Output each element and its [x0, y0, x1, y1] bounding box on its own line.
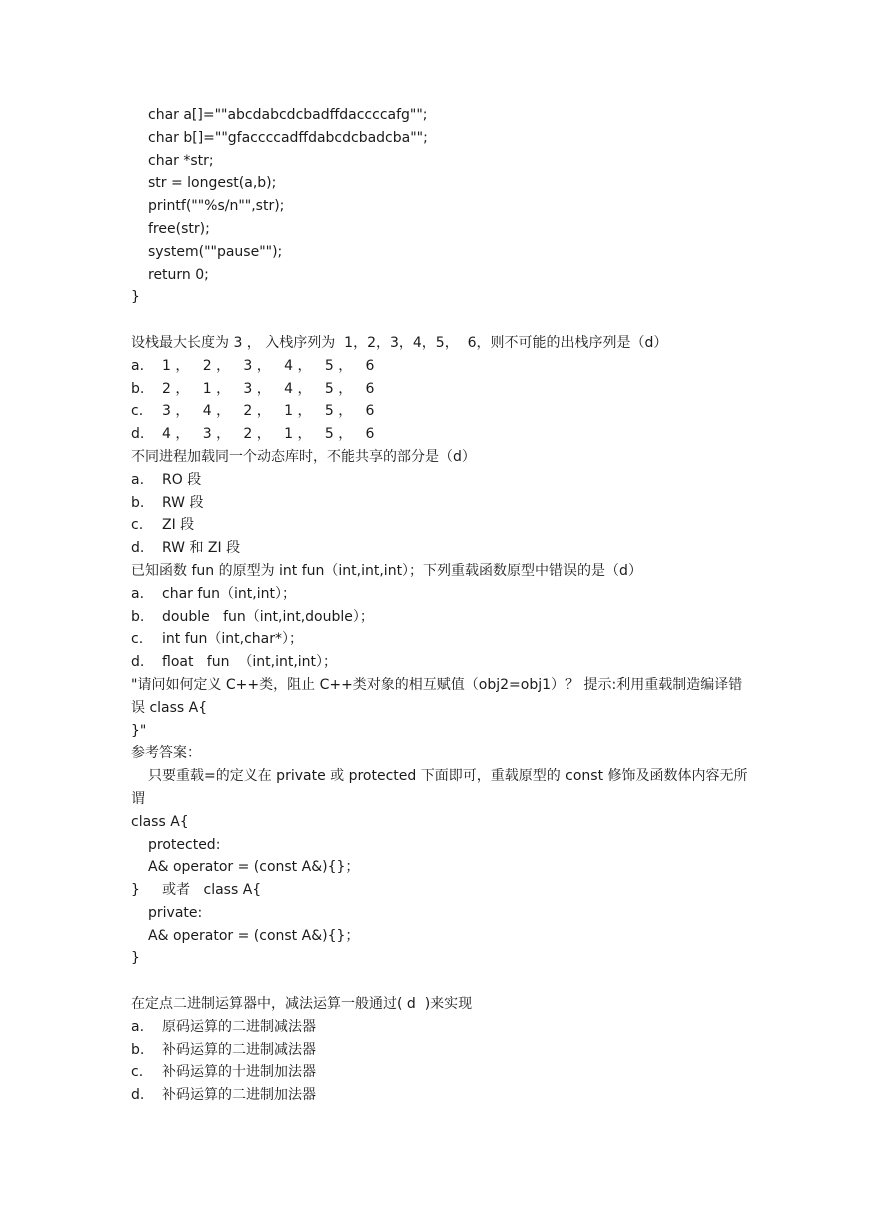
code-line: } 或者 class A{: [131, 882, 262, 899]
option-item: [131, 537, 751, 560]
option-item: [131, 606, 751, 629]
code-line: system(""pause"");: [148, 243, 283, 260]
code-line: char a[]=""abcdabcdcbadffdaccccafg"";: [148, 107, 428, 123]
code-line: class A{: [131, 813, 189, 830]
option-text: int fun（int,char*）；: [162, 631, 303, 648]
code-line: private:: [148, 904, 203, 921]
option-letter: b.: [131, 494, 145, 511]
option-text: 补码运算的二进制减法器: [162, 1041, 316, 1058]
code-line: str = longest(a,b);: [148, 175, 277, 192]
option-letter: b.: [131, 608, 145, 625]
code-line: }: [131, 289, 140, 306]
document-page: [131, 104, 751, 1107]
question-text: 设栈最大长度为 3 ， 入栈序列为 1，2，3，4，5， 6，则不可能的出栈序列是（d）: [131, 334, 668, 351]
option-text: RW 段: [162, 494, 204, 511]
question-text: 在定点二进制运算器中，减法运算一般通过( d )来实现: [131, 996, 473, 1013]
question-4: [131, 674, 751, 970]
option-letter: a.: [131, 357, 145, 374]
option-text: 原码运算的二进制减法器: [162, 1018, 316, 1035]
option-item: [131, 355, 751, 378]
code-line: protected:: [148, 836, 221, 853]
code-line: char *str;: [148, 152, 214, 169]
option-item: [131, 1061, 751, 1084]
question-text: 已知函数 fun 的原型为 int fun（int,int,int）；下列重载函数原型中错误的是（d）: [131, 562, 642, 579]
question-text: 不同进程加载同一个动态库时，不能共享的部分是（d）: [131, 448, 476, 465]
question-2: [131, 446, 751, 560]
option-text: 2 ， 1 ， 3 ， 4 ， 5 ， 6: [162, 380, 375, 397]
option-text: 补码运算的二进制加法器: [162, 1087, 316, 1104]
code-line: return 0;: [148, 266, 209, 283]
code-line: A& operator = (const A&){}；: [148, 859, 360, 876]
option-text: ZI 段: [162, 517, 195, 534]
spacer: [131, 970, 751, 993]
option-item: [131, 628, 751, 651]
code-line: }: [131, 950, 140, 967]
option-text: char fun（int,int）；: [162, 585, 296, 602]
question-close: }": [131, 722, 147, 739]
code-line: printf(""%s/n"",str);: [148, 198, 285, 215]
option-letter: b.: [131, 1041, 145, 1058]
option-letter: c.: [131, 631, 144, 648]
option-letter: b.: [131, 380, 145, 397]
option-letter: c.: [131, 403, 144, 420]
option-letter: c.: [131, 517, 144, 534]
option-letter: d.: [131, 1087, 145, 1104]
option-item: [131, 583, 751, 606]
option-text: 1 ， 2 ， 3 ， 4 ， 5 ， 6: [162, 357, 375, 374]
option-item: [131, 469, 751, 492]
code-line: free(str);: [148, 220, 210, 237]
code-line: A& operator = (const A&){}；: [148, 927, 360, 944]
option-letter: d.: [131, 540, 145, 557]
option-text: 4 ， 3 ， 2 ， 1 ， 5 ， 6: [162, 426, 375, 443]
option-letter: a.: [131, 1018, 145, 1035]
question-text: "请问如何定义 C++类，阻止 C++类对象的相互赋值（obj2=obj1）？ 提示:利用重载制造编译错误 class A{: [131, 676, 743, 716]
answer-text: 只要重载=的定义在 private 或 protected 下面即可，重载原型的 const 修饰及函数体内容无所谓: [131, 768, 748, 807]
option-text: double fun（int,int,double）；: [162, 608, 374, 625]
option-letter: d.: [131, 654, 145, 671]
option-item: [131, 400, 751, 423]
option-letter: a.: [131, 471, 145, 488]
option-text: float fun （int,int,int）；: [162, 654, 338, 671]
option-item: [131, 651, 751, 674]
option-item: [131, 514, 751, 537]
answer-title: 参考答案：: [131, 745, 201, 762]
option-text: RO 段: [162, 471, 202, 488]
question-3: [131, 560, 751, 674]
question-5: [131, 993, 751, 1107]
code-line: char b[]=""gfaccccadffdabcdcbadcba"";: [148, 129, 428, 146]
option-item: [131, 423, 751, 446]
option-text: 补码运算的十进制加法器: [162, 1064, 316, 1081]
option-item: [131, 492, 751, 515]
option-item: [131, 378, 751, 401]
question-1: [131, 332, 751, 446]
option-item: [131, 1039, 751, 1062]
spacer: [131, 309, 751, 332]
option-letter: c.: [131, 1064, 144, 1081]
option-item: [131, 1084, 751, 1107]
option-letter: a.: [131, 585, 145, 602]
option-item: [131, 1016, 751, 1039]
code-block: [131, 104, 751, 309]
option-letter: d.: [131, 426, 145, 443]
option-text: RW 和 ZI 段: [162, 540, 241, 557]
option-text: 3 ， 4 ， 2 ， 1 ， 5 ， 6: [162, 403, 375, 420]
